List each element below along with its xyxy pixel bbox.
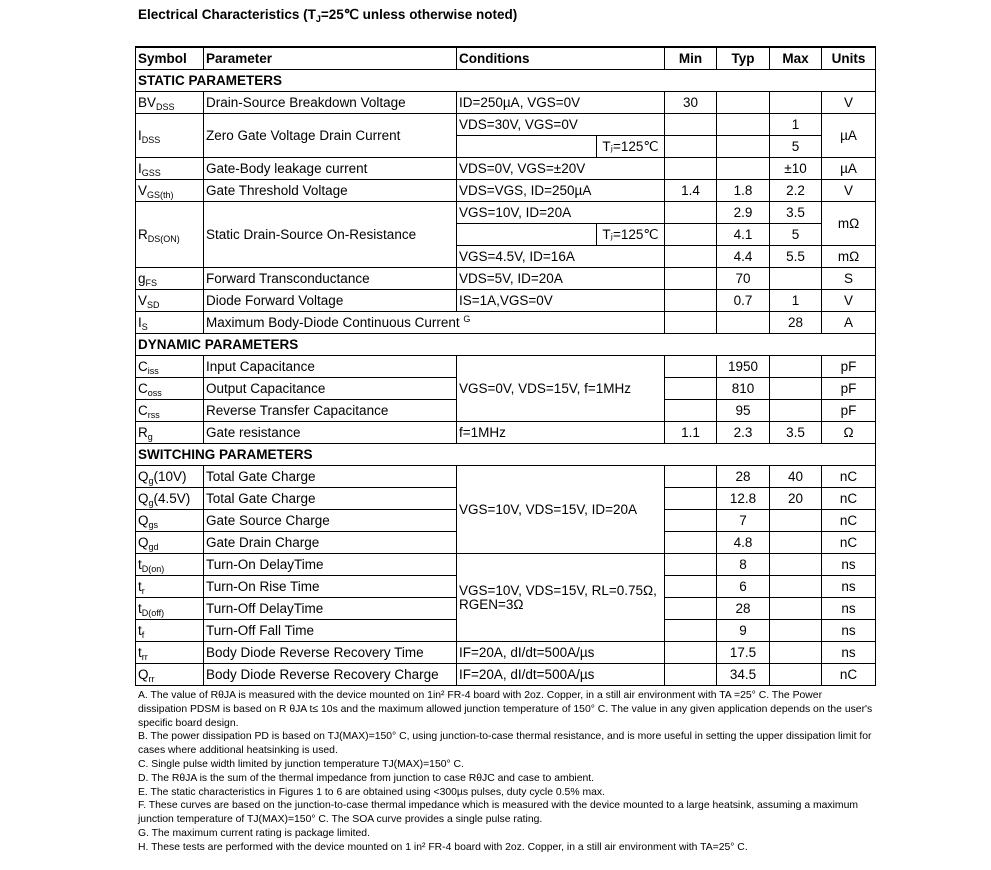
unit-qgd: nC bbox=[822, 532, 876, 554]
typ-qg45: 12.8 bbox=[717, 488, 770, 510]
unit-tdon: ns bbox=[822, 554, 876, 576]
typ-coss: 810 bbox=[717, 378, 770, 400]
unit-bvdss: V bbox=[822, 92, 876, 114]
table-row bbox=[136, 554, 876, 576]
col-max: Max bbox=[770, 47, 822, 70]
symbol-tdon: $t_{D(on)}$ bbox=[136, 554, 204, 576]
unit-vgsth: V bbox=[822, 180, 876, 202]
symbol-qg45: $Q_g(4.5V)$ bbox=[136, 488, 204, 510]
param-bvdss: Drain-Source Breakdown Voltage bbox=[204, 92, 457, 114]
table-row bbox=[136, 312, 876, 334]
unit-vsd: V bbox=[822, 290, 876, 312]
table-row bbox=[136, 422, 876, 444]
typ-qrr: 34.5 bbox=[717, 664, 770, 686]
col-typ: Typ bbox=[717, 47, 770, 70]
param-coss: Output Capacitance bbox=[204, 378, 457, 400]
max-qg10: 40 bbox=[770, 466, 822, 488]
cond-vsd: IS=1A,VGS=0V bbox=[457, 290, 665, 312]
table-header-row bbox=[136, 47, 876, 70]
note-a: A. The value of RθJA is measured with the device mounted on 1in² FR-4 board with 2oz. Copper, in a still air environment with TA =25° C. The Power dissipation PDSM is based on R θJA t≤ 10s and the maximum allowed junction temperature of 150° C. The value in any given application depends on the user's specific board design. bbox=[138, 690, 873, 729]
min-bvdss: 30 bbox=[665, 92, 717, 114]
note-h: H. These tests are performed with the device mounted on 1 in² FR-4 board with 2oz. Copper, in a still air environment with TA=25° C. bbox=[138, 841, 748, 853]
param-tr: Turn-On Rise Time bbox=[204, 576, 457, 598]
table-row bbox=[136, 92, 876, 114]
typ-crss: 95 bbox=[717, 400, 770, 422]
electrical-characteristics-table bbox=[135, 46, 876, 686]
table-row bbox=[136, 158, 876, 180]
symbol-trr: $t_{rr}$ bbox=[136, 642, 204, 664]
note-g: G. The maximum current rating is package limited. bbox=[138, 827, 370, 839]
tj-125: Tⱼ=125℃ bbox=[596, 224, 664, 245]
unit-gfs: S bbox=[822, 268, 876, 290]
table-row bbox=[136, 268, 876, 290]
symbol-coss: $C_{oss}$ bbox=[136, 378, 204, 400]
max-idss-2: 5 bbox=[770, 136, 822, 158]
cond-qrr: IF=20A, dI/dt=500A/µs bbox=[457, 664, 665, 686]
cond-gate-charge: VGS=10V, VDS=15V, ID=20A bbox=[457, 466, 665, 554]
col-min: Min bbox=[665, 47, 717, 70]
symbol-ciss: $C_{iss}$ bbox=[136, 356, 204, 378]
param-tf: Turn-Off Fall Time bbox=[204, 620, 457, 642]
param-igss: Gate-Body leakage current bbox=[204, 158, 457, 180]
typ-tdoff: 28 bbox=[717, 598, 770, 620]
col-parameter: Parameter bbox=[204, 47, 457, 70]
table-row bbox=[136, 290, 876, 312]
typ-vgsth: 1.8 bbox=[717, 180, 770, 202]
cond-switching: VGS=10V, VDS=15V, RL=0.75Ω, RGEN=3Ω bbox=[457, 554, 665, 642]
max-rdson-2: 5 bbox=[770, 224, 822, 246]
unit-ciss: pF bbox=[822, 356, 876, 378]
typ-rdson-1: 2.9 bbox=[717, 202, 770, 224]
symbol-tf: $t_f$ bbox=[136, 620, 204, 642]
max-vsd: 1 bbox=[770, 290, 822, 312]
unit-trr: ns bbox=[822, 642, 876, 664]
cond-igss: VDS=0V, VGS=±20V bbox=[457, 158, 665, 180]
typ-tf: 9 bbox=[717, 620, 770, 642]
table-row bbox=[136, 202, 876, 224]
cond-dynamic: VGS=0V, VDS=15V, f=1MHz bbox=[457, 356, 665, 422]
unit-rdson-3: mΩ bbox=[822, 246, 876, 268]
max-idss-1: 1 bbox=[770, 114, 822, 136]
unit-tr: ns bbox=[822, 576, 876, 598]
footnotes bbox=[138, 689, 873, 855]
section-dynamic: DYNAMIC PARAMETERS bbox=[136, 334, 876, 356]
typ-tr: 6 bbox=[717, 576, 770, 598]
symbol-igss: $I_{GSS}$ bbox=[136, 158, 204, 180]
symbol-tdoff: $t_{D(off)}$ bbox=[136, 598, 204, 620]
cond-trr: IF=20A, dI/dt=500A/µs bbox=[457, 642, 665, 664]
symbol-crss: $C_{rss}$ bbox=[136, 400, 204, 422]
unit-coss: pF bbox=[822, 378, 876, 400]
section-static: STATIC PARAMETERS bbox=[136, 70, 876, 92]
param-qg10: Total Gate Charge bbox=[204, 466, 457, 488]
cond-gfs: VDS=5V, ID=20A bbox=[457, 268, 665, 290]
col-units: Units bbox=[822, 47, 876, 70]
table-row bbox=[136, 356, 876, 378]
symbol-qgs: $Q_{gs}$ bbox=[136, 510, 204, 532]
typ-qgs: 7 bbox=[717, 510, 770, 532]
symbol-gfs: $g_{FS}$ bbox=[136, 268, 204, 290]
typ-vsd: 0.7 bbox=[717, 290, 770, 312]
param-rdson: Static Drain-Source On-Resistance bbox=[204, 202, 457, 268]
symbol-idss: $I_{DSS}$ bbox=[136, 114, 204, 158]
unit-crss: pF bbox=[822, 400, 876, 422]
table-row bbox=[136, 466, 876, 488]
unit-qrr: nC bbox=[822, 664, 876, 686]
unit-tdoff: ns bbox=[822, 598, 876, 620]
unit-rdson-1: mΩ bbox=[822, 202, 876, 246]
unit-tf: ns bbox=[822, 620, 876, 642]
max-rg: 3.5 bbox=[770, 422, 822, 444]
symbol-vgsth: $V_{GS(th)}$ bbox=[136, 180, 204, 202]
param-crss: Reverse Transfer Capacitance bbox=[204, 400, 457, 422]
typ-rdson-3: 4.4 bbox=[717, 246, 770, 268]
param-ciss: Input Capacitance bbox=[204, 356, 457, 378]
symbol-vsd: $V_{SD}$ bbox=[136, 290, 204, 312]
symbol-qg10: $Q_g(10V)$ bbox=[136, 466, 204, 488]
min-vgsth: 1.4 bbox=[665, 180, 717, 202]
typ-tdon: 8 bbox=[717, 554, 770, 576]
note-f: F. These curves are based on the junction-to-case thermal impedance which is measured with the device mounted to a large heatsink, assuming a maximum junction temperature of TJ(MAX)=150° C. The SOA curve provides a single pulse rating. bbox=[138, 800, 859, 826]
max-vgsth: 2.2 bbox=[770, 180, 822, 202]
table-row bbox=[136, 642, 876, 664]
max-is: 28 bbox=[770, 312, 822, 334]
typ-trr: 17.5 bbox=[717, 642, 770, 664]
symbol-is: $I_S$ bbox=[136, 312, 204, 334]
symbol-rdson: $R_{DS(ON)}$ bbox=[136, 202, 204, 268]
param-tdoff: Turn-Off DelayTime bbox=[204, 598, 457, 620]
unit-idss: µA bbox=[822, 114, 876, 158]
unit-rg: Ω bbox=[822, 422, 876, 444]
note-e: E. The static characteristics in Figures 1 to 6 are obtained using <300µs pulses, duty cycle 0.5% max. bbox=[138, 786, 605, 798]
unit-qgs: nC bbox=[822, 510, 876, 532]
param-rg: Gate resistance bbox=[204, 422, 457, 444]
cond-idss-tj bbox=[457, 136, 665, 158]
note-b: B. The power dissipation PD is based on TJ(MAX)=150° C, using junction-to-case thermal resistance, and is more useful in setting the upper dissipation limit for cases where additional heatsinking is used. bbox=[138, 731, 872, 757]
unit-igss: µA bbox=[822, 158, 876, 180]
cond-rg: f=1MHz bbox=[457, 422, 665, 444]
param-vgsth: Gate Threshold Voltage bbox=[204, 180, 457, 202]
max-rdson-3: 5.5 bbox=[770, 246, 822, 268]
typ-rg: 2.3 bbox=[717, 422, 770, 444]
typ-ciss: 1950 bbox=[717, 356, 770, 378]
page-title: Electrical Characteristics ($T_J=25℃$ unless otherwise noted) bbox=[138, 7, 518, 24]
param-idss: Zero Gate Voltage Drain Current bbox=[204, 114, 457, 158]
max-igss: ±10 bbox=[770, 158, 822, 180]
typ-qgd: 4.8 bbox=[717, 532, 770, 554]
col-conditions: Conditions bbox=[457, 47, 665, 70]
param-vsd: Diode Forward Voltage bbox=[204, 290, 457, 312]
cond-rdson-tj bbox=[457, 224, 665, 246]
cond-rdson-3: VGS=4.5V, ID=16A bbox=[457, 246, 665, 268]
tj-125: Tⱼ=125℃ bbox=[596, 136, 664, 157]
cond-bvdss: ID=250µA, VGS=0V bbox=[457, 92, 665, 114]
param-gfs: Forward Transconductance bbox=[204, 268, 457, 290]
table-row bbox=[136, 664, 876, 686]
cond-rdson-1: VGS=10V, ID=20A bbox=[457, 202, 665, 224]
param-is: Maximum Body-Diode Continuous Current $^G$ bbox=[204, 312, 665, 334]
table-row bbox=[136, 180, 876, 202]
max-qg45: 20 bbox=[770, 488, 822, 510]
min-rg: 1.1 bbox=[665, 422, 717, 444]
cond-vgsth: VDS=VGS, ID=250µA bbox=[457, 180, 665, 202]
unit-qg10: nC bbox=[822, 466, 876, 488]
symbol-rg: $R_g$ bbox=[136, 422, 204, 444]
note-d: D. The RθJA is the sum of the thermal impedance from junction to case RθJC and case to ambient. bbox=[138, 772, 595, 784]
typ-rdson-2: 4.1 bbox=[717, 224, 770, 246]
section-switching: SWITCHING PARAMETERS bbox=[136, 444, 876, 466]
max-rdson-1: 3.5 bbox=[770, 202, 822, 224]
unit-qg45: nC bbox=[822, 488, 876, 510]
unit-is: A bbox=[822, 312, 876, 334]
col-symbol: Symbol bbox=[136, 47, 204, 70]
param-trr: Body Diode Reverse Recovery Time bbox=[204, 642, 457, 664]
table-row bbox=[136, 114, 876, 136]
typ-gfs: 70 bbox=[717, 268, 770, 290]
cond-idss: VDS=30V, VGS=0V bbox=[457, 114, 665, 136]
param-qrr: Body Diode Reverse Recovery Charge bbox=[204, 664, 457, 686]
symbol-tr: $t_r$ bbox=[136, 576, 204, 598]
note-c: C. Single pulse width limited by junction temperature TJ(MAX)=150° C. bbox=[138, 758, 464, 770]
typ-qg10: 28 bbox=[717, 466, 770, 488]
symbol-qrr: $Q_{rr}$ bbox=[136, 664, 204, 686]
param-tdon: Turn-On DelayTime bbox=[204, 554, 457, 576]
param-qgs: Gate Source Charge bbox=[204, 510, 457, 532]
param-qgd: Gate Drain Charge bbox=[204, 532, 457, 554]
symbol-qgd: $Q_{gd}$ bbox=[136, 532, 204, 554]
symbol-bvdss: $BV_{DSS}$ bbox=[136, 92, 204, 114]
param-qg45: Total Gate Charge bbox=[204, 488, 457, 510]
